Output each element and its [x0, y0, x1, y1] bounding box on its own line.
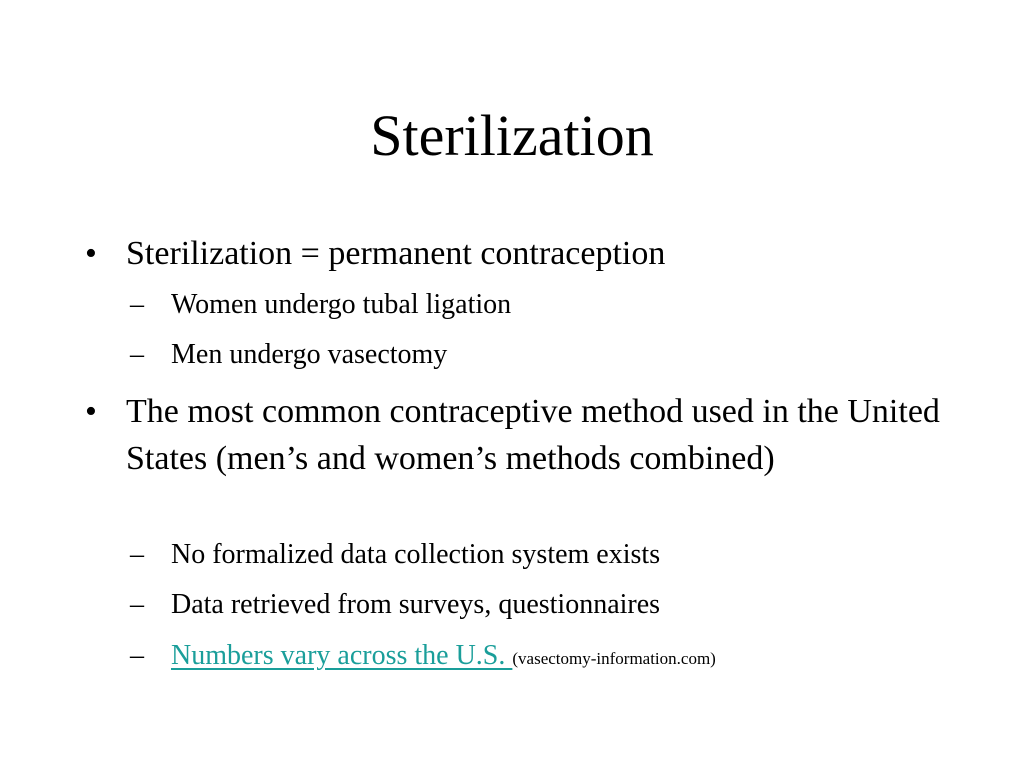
sub-bullet-marker: –: [130, 640, 144, 671]
sub-bullet-text: Men undergo vasectomy: [171, 339, 448, 370]
sub-bullet-item: [130, 287, 930, 323]
bullet-item: [85, 230, 945, 277]
sub-bullet-marker: –: [130, 289, 144, 320]
sub-bullet-item: [130, 587, 930, 623]
source-citation: (vasectomy-information.com): [512, 649, 716, 668]
sub-bullet-marker: –: [130, 589, 144, 620]
numbers-vary-link[interactable]: Numbers vary across the U.S.: [171, 640, 513, 671]
sub-bullet-text: No formalized data collection system exists: [171, 539, 661, 570]
sub-bullet-item: [130, 537, 930, 573]
bullet-text: The most common contraceptive method used in the United States (men’s and women’s methods combined): [126, 393, 940, 477]
slide-title: Sterilization: [370, 103, 654, 168]
sub-bullet-marker: –: [130, 339, 144, 370]
bullet-marker: •: [85, 393, 97, 430]
sub-bullet-item: [130, 638, 930, 677]
bullet-marker: •: [85, 235, 97, 272]
sub-bullet-marker: –: [130, 539, 144, 570]
sub-bullet-text: Data retrieved from surveys, questionnaires: [171, 589, 661, 620]
bullet-item: [85, 388, 945, 482]
sub-bullet-text: Women undergo tubal ligation: [171, 289, 512, 320]
sub-bullet-item: [130, 337, 930, 373]
bullet-text: Sterilization = permanent contraception: [126, 235, 666, 272]
sub-bullet-text: [171, 638, 930, 677]
